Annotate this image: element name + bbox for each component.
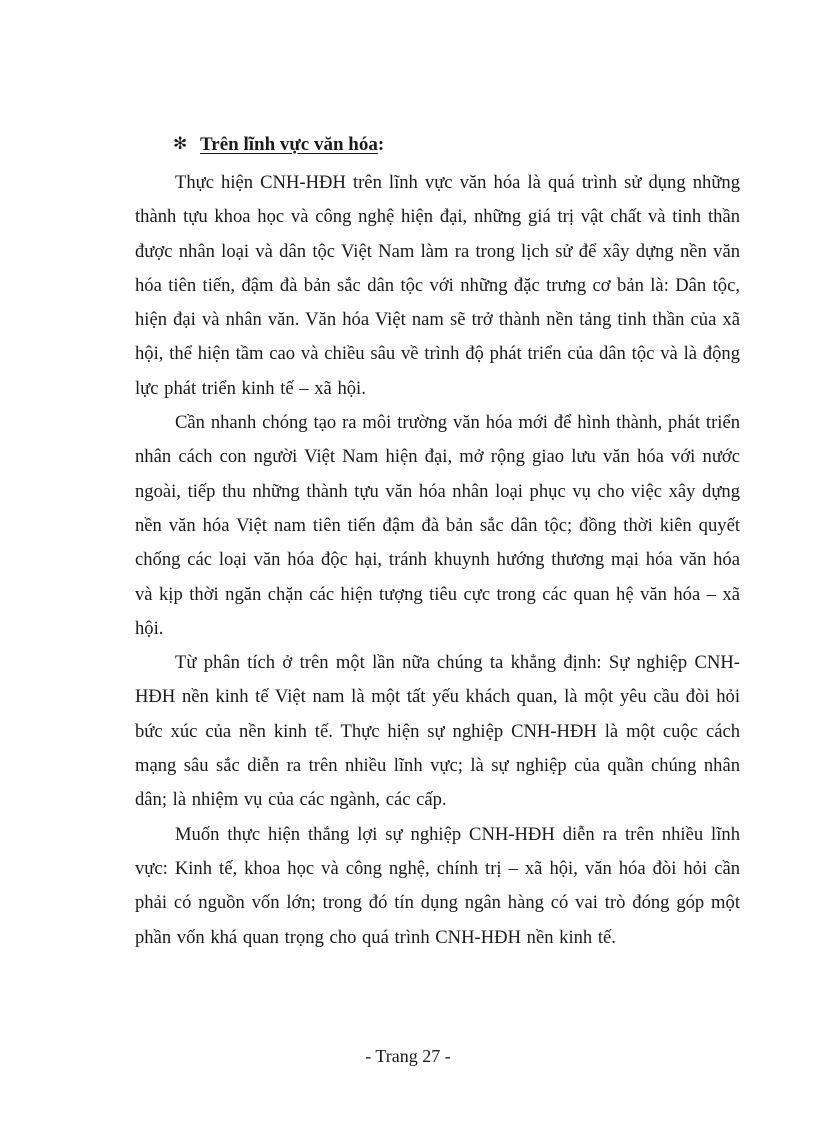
paragraph-1: Thực hiện CNH-HĐH trên lĩnh vực văn hóa là quá trình sử dụng những thành tựu khoa học và công nghệ hiện đại, những giá trị vật chất và tinh thần được nhân loại và dân tộc Việt Nam làm ra trong lịch sử để xây dựng nền văn hóa tiên tiến, đậm đà bản sắc dân tộc với những đặc trưng cơ bản là: Dân tộc, hiện đại và nhân văn. Văn hóa Việt nam sẽ trở thành nền tảng tinh thần của xã hội, thể hiện tầm cao và chiều sâu về trình độ phát triển của dân tộc và là động lực phát triển kinh tế – xã hội. xyxy=(135,172,740,399)
asterisk-bullet-icon: ✻ xyxy=(173,134,188,153)
document-page xyxy=(135,131,740,955)
paragraph-3: Từ phân tích ở trên một lần nữa chúng ta khẳng định: Sự nghiệp CNH-HĐH nền kinh tế Việt nam là một tất yếu khách quan, là một yêu cầu đòi hỏi bức xúc của nền kinh tế. Thực hiện sự nghiệp CNH-HĐH là một cuộc cách mạng sâu sắc diễn ra trên nhiều lĩnh vực; là sự nghiệp của quần chúng nhân dân; là nhiệm vụ của các ngành, các cấp. xyxy=(135,652,740,811)
section-title-colon: : xyxy=(377,134,385,155)
section-heading xyxy=(135,131,740,158)
page-number-footer: - Trang 27 - xyxy=(365,1046,451,1066)
paragraph-2: Cần nhanh chóng tạo ra môi trường văn hóa mới để hình thành, phát triển nhân cách con người Việt Nam hiện đại, mở rộng giao lưu văn hóa với nước ngoài, tiếp thu những thành tựu văn hóa nhân loại phục vụ cho việc xây dựng nền văn hóa Việt nam tiên tiến đậm đà bản sắc dân tộc; đồng thời kiên quyết chống các loại văn hóa độc hại, tránh khuynh hướng thương mại hóa văn hóa và kịp thời ngăn chặn các hiện tượng tiêu cực trong các quan hệ văn hóa – xã hội. xyxy=(135,412,740,639)
section-title: Trên lĩnh vực văn hóa xyxy=(200,134,378,155)
paragraph-4: Muốn thực hiện thắng lợi sự nghiệp CNH-HĐH diễn ra trên nhiều lĩnh vực: Kinh tế, khoa học và công nghệ, chính trị – xã hội, văn hóa đòi hỏi cần phải có nguồn vốn lớn; trong đó tín dụng ngân hàng có vai trò đóng góp một phần vốn khá quan trọng cho quá trình CNH-HĐH nền kinh tế. xyxy=(135,823,740,948)
